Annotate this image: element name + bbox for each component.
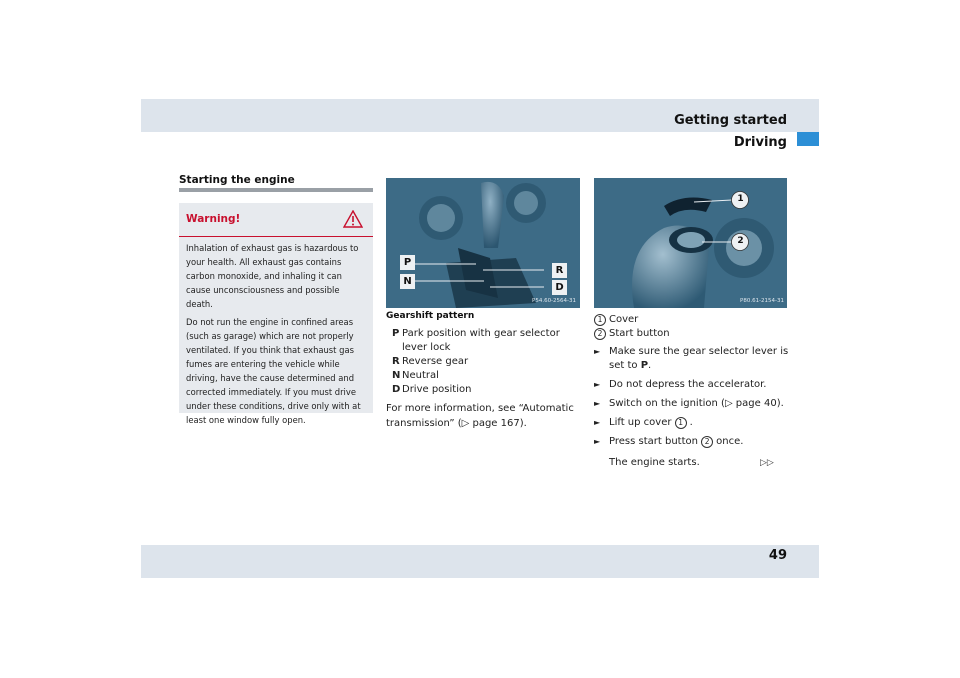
legend-text: Start button [609,328,670,339]
section-heading: Starting the engine [179,174,295,186]
number-badge: 2 [701,436,713,448]
list-item: ► Make sure the gear selector lever is set to P. [594,346,789,371]
cross-reference-text: For more information, see “Automatic transmission” (▷ page 167). [386,403,574,429]
step-text: once. [716,436,744,447]
start-button-photo [594,178,787,308]
step-text: Press start button [609,436,698,447]
step-arrow-icon: ► [594,347,601,356]
gear-description: Drive position [402,384,472,395]
figure-legend [594,313,670,341]
gear-label-d: D [552,280,567,295]
gear-description: Reverse gear [402,356,469,367]
warning-paragraph: Do not run the engine in confined areas (such as garage) which are not properly ventilated. If you think that exhaust gas fumes are entering the vehicle while driving, have the cause determined and corrected immediately. If you must drive under these conditions, drive only with at least one window fully open. [186,317,361,425]
instruction-steps [594,345,794,454]
gear-key: N [392,370,401,381]
figure-code: P80.61-2154-31 [740,298,785,304]
step-arrow-icon: ► [594,437,601,446]
gear-label-r: R [552,263,567,278]
warning-body [186,241,368,431]
step-text: Make sure the gear selector lever is set to [609,346,789,371]
number-badge: 1 [675,417,687,429]
step-text: Switch on the ignition (▷ page 40). [609,398,784,409]
step-key: P [640,360,649,371]
list-item [594,378,794,392]
section-tab-marker [797,132,819,146]
warning-triangle-icon [343,210,363,228]
gear-key: P [392,328,400,339]
start-button-illustration [594,178,787,308]
list-item [594,397,794,411]
gear-key: D [392,384,401,395]
gear-label-p: P [400,255,415,270]
warning-box [179,203,373,425]
list-item: ► Lift up cover 1 . [594,417,693,428]
list-item [392,327,582,355]
step-arrow-icon: ► [594,399,601,408]
list-item [594,327,670,341]
gear-description: Neutral [402,370,439,381]
number-badge: 2 [594,328,606,340]
warning-divider [179,236,373,237]
gear-key: R [392,356,400,367]
list-item [392,355,582,369]
legend-text: Cover [609,314,639,325]
gear-description: Park position with gear selector lever lock [402,328,560,353]
figure-caption: Gearshift pattern [386,311,475,321]
step-arrow-icon: ► [594,380,601,389]
list-item [594,435,794,449]
gearshift-illustration [386,178,580,308]
warning-heading: Warning! [186,213,241,225]
warning-paragraph: Inhalation of exhaust gas is hazardous to your health. All exhaust gas contains carbon monoxide, and inhaling it can cause unconsciousness and possible death. [186,243,359,309]
gear-label-n: N [400,274,415,289]
step-text: Lift up cover [609,417,672,428]
list-item [392,369,582,383]
callout-1: 1 [737,194,744,204]
section-subtitle: Driving [733,135,787,150]
step-text: Do not depress the accelerator. [609,379,767,390]
list-item [392,383,582,397]
gear-list [392,327,582,397]
footer-band [141,545,819,578]
section-rule [179,188,373,192]
step-arrow-icon: ► [594,418,601,427]
continue-arrow-icon: ▷▷ [760,458,774,468]
list-item [594,313,670,327]
callout-2: 2 [737,236,744,246]
figure-code: P54.60-2564-31 [532,298,577,304]
number-badge: 1 [594,314,606,326]
result-text: The engine starts. [609,457,700,468]
gearshift-photo [386,178,580,308]
page-number: 49 [768,548,787,563]
chapter-title: Getting started [674,113,787,128]
